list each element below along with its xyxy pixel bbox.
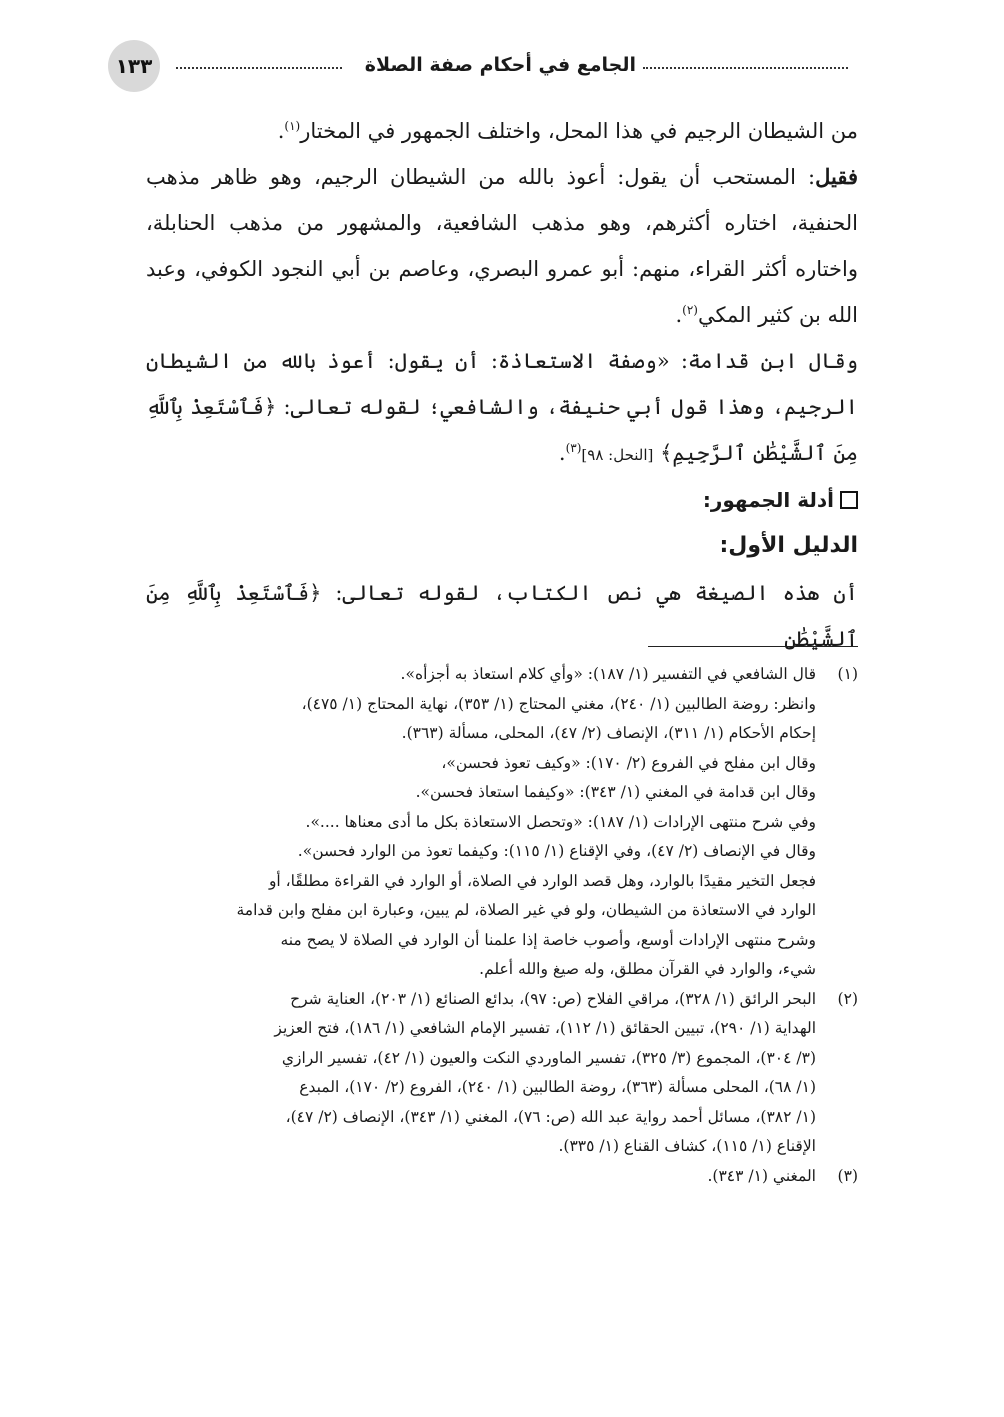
footnote-line: (١/ ٣٨٢)، مسائل أحمد رواية عبد الله (ص: ٧٦)، المغني (١/ ٣٤٣)، الإنصاف (٢/ ٤٧)، — [285, 1107, 816, 1126]
footnote-line: وانظر: روضة الطالبين (١/ ٢٤٠)، مغني المحتاج (١/ ٣٥٣)، نهاية المحتاج (١/ ٤٧٥)، — [301, 694, 816, 713]
footnote-line: وقال ابن مفلح في الفروع (٢/ ١٧٠): «وكيف تعوذ فحسن»، — [441, 753, 816, 772]
footnote-line: (٣/ ٣٠٤)، المجموع (٣/ ٣٢٥)، تفسير الماوردي النكت والعيون (١/ ٤٢)، تفسير الرازي — [281, 1048, 816, 1067]
footnote-line: الإقناع (١/ ١١٥)، كشاف القناع (١/ ٣٣٥). — [558, 1137, 816, 1155]
footnote-line: قال الشافعي في التفسير (١/ ١٨٧): «وأي كلام استعاذ به أجزأه». — [400, 665, 816, 683]
paragraph-1: من الشيطان الرجيم في هذا المحل، واختلف الجمهور في المختار$^{(١)}$. — [277, 119, 858, 143]
footnote-3 — [146, 1162, 858, 1192]
footnote-line: وفي شرح منتهى الإرادات (١/ ١٨٧): «وتحصل الاستعاذة بكل ما أدى معناها ....». — [305, 812, 816, 831]
footnote-2 — [146, 985, 858, 1162]
footnote-line: إحكام الأحكام (١/ ٣١١)، الإنصاف (٢/ ٤٧)، المحلى، مسألة (٣٦٣). — [401, 724, 816, 742]
footnote-line: فجعل التخير مقيدًا بالوارد، وهل قصد الوارد في الصلاة، أو الوارد في القراءة مطلقًا، أو — [268, 871, 816, 890]
footnote-number: (٢) — [837, 989, 858, 1008]
footnote-ref-3[interactable]: (٣) — [565, 441, 582, 455]
footnote-line: البحر الرائق (١/ ٣٢٨)، مراقي الفلاح (ص: ٩٧)، بدائع الصنائع (١/ ٢٠٣)، العناية شرح — [290, 989, 816, 1008]
footnote-text — [146, 660, 816, 985]
footnote-line: الوارد في الاستعاذة من الشيطان، ولو في غير الصلاة، لم يبين، وعبارة ابن مفلح وابن قدامة — [236, 901, 816, 919]
page-number: ١٣٣ — [108, 40, 160, 92]
paragraph-4: أن هذه الصيغة هي نص الكتاب، لقوله تعالى: ﴿فَٱسْتَعِذْ بِٱللَّهِ مِنَ ٱلشَّيْطَٰنِ — [146, 581, 858, 651]
footnote-number: (١) — [837, 665, 858, 683]
lead-word: فقيل — [815, 164, 858, 189]
footnote-ref-1[interactable]: (١) — [284, 119, 301, 133]
footnotes — [146, 660, 858, 1191]
subsection-heading: الدليل الأول: — [719, 533, 858, 558]
footnote-line: الهداية (١/ ٢٩٠)، تبيين الحقائق (١/ ١١٢)، تفسير الإمام الشافعي (١/ ١٨٦)، فتح العزيز — [274, 1019, 816, 1037]
footnote-text — [146, 985, 816, 1162]
footnote-line: وشرح منتهى الإرادات أوسع، وأصوب خاصة إذا علمنا أن الوارد في الصلاة لا يصح منه — [280, 930, 816, 949]
verse-citation: [النحل: ٩٨] — [581, 446, 654, 464]
footnote-line: (١/ ٦٨)، المحلى مسألة (٣٦٣)، روضة الطالبين (١/ ٢٤٠)، الفروع (٢/ ١٧٠)، المبدع — [299, 1078, 816, 1096]
main-text — [146, 108, 858, 662]
paragraph-3: وقال ابن قدامة: «وصفة الاستعاذة: أن يقول: أعوذ بالله من الشيطان الرجيم، وهذا قول أبي حنيفة، والشافعي؛ لقوله تعالى: ﴿فَٱسْتَعِذْ بِٱللَّهِ مِنَ ٱلشَّيْطَٰنِ ٱلرَّجِيمِ﴾ [النحل: ٩٨]$^{(٣)}$. — [146, 349, 858, 465]
footnote-ref-2[interactable]: (٢) — [682, 303, 698, 317]
section-heading: أدلة الجمهور: — [146, 478, 858, 522]
checkbox-square-icon — [840, 491, 858, 509]
quran-verse-partial: ﴿فَٱسْتَعِذْ بِٱللَّهِ مِنَ ٱلشَّيْطَٰنِ — [146, 581, 858, 651]
footnote-separator — [648, 646, 858, 647]
paragraph-2: فقيل: المستحب أن يقول: أعوذ بالله من الشيطان الرجيم، وهو ظاهر مذهب الحنفية، اختاره أكثرهم، وهو مذهب الشافعية، والمشهور من مذهب الحنابلة، واختاره أكثر القراء، منهم: أبو عمرو البصري، وعاصم بن أبي النجود الكوفي، وعبد الله بن كثير المكي$^{(٢)}$. — [146, 164, 858, 327]
footnote-1 — [146, 660, 858, 985]
header-dots-left — [176, 67, 342, 69]
running-header — [108, 38, 848, 98]
footnote-text — [146, 1162, 816, 1192]
footnote-line: وقال في الإنصاف (٢/ ٤٧)، وفي الإقناع (١/ ١١٥): وكيفما تعوذ من الوارد فحسن». — [297, 842, 816, 860]
footnote-line: وقال ابن قدامة في المغني (١/ ٣٤٣): «وكيفما استعاذ فحسن». — [415, 783, 816, 801]
footnote-line: المغني (١/ ٣٤٣). — [707, 1166, 816, 1185]
header-dots-right — [643, 67, 848, 69]
footnote-number: (٣) — [837, 1166, 858, 1185]
quran-verse: ﴿فَٱسْتَعِذْ بِٱللَّهِ مِنَ ٱلشَّيْطَٰنِ ٱلرَّجِيمِ﴾ — [146, 395, 858, 465]
header-title: الجامع في أحكام صفة الصلاة — [364, 54, 636, 76]
footnote-line: شيء، والوارد في القرآن مطلق، وله صيغ والله أعلم. — [479, 960, 816, 978]
